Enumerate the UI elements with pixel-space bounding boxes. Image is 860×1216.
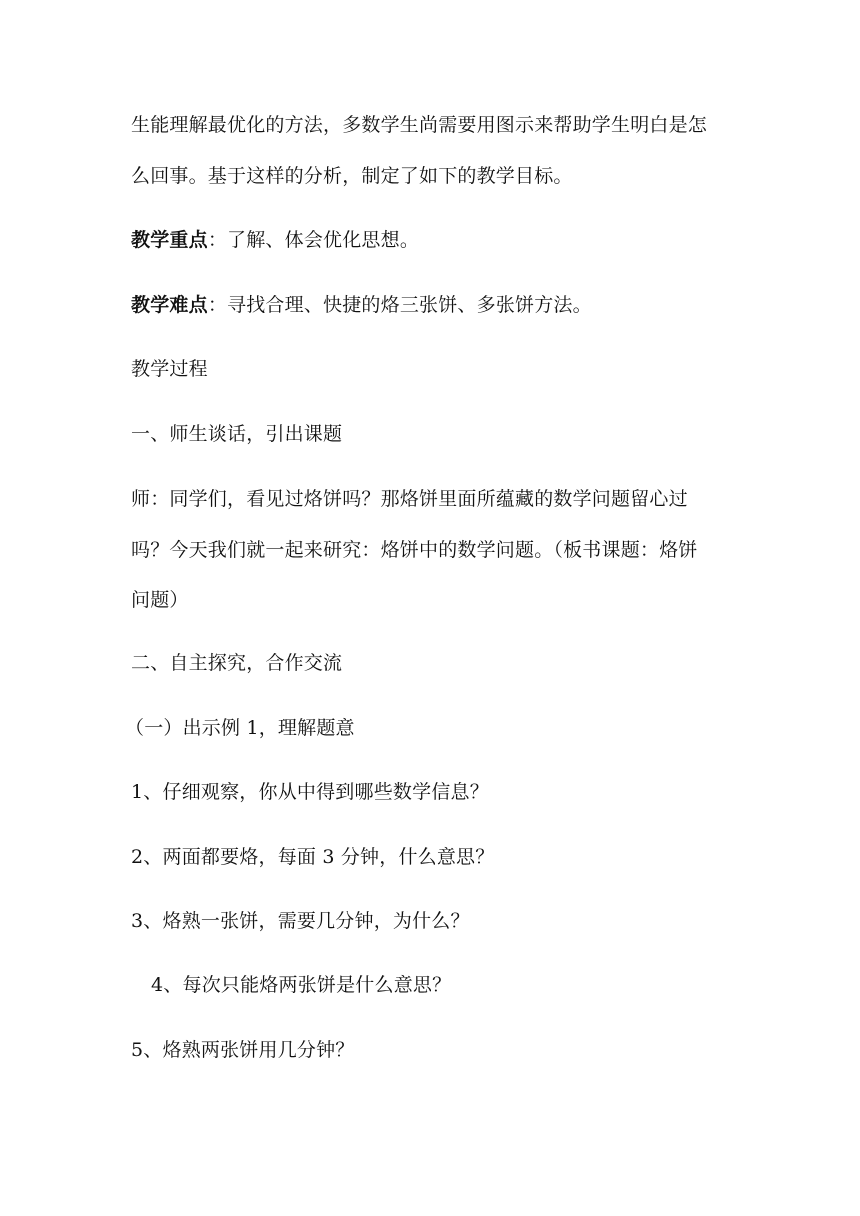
key-point-paragraph [131, 228, 419, 252]
intro-line-2: 么回事。基于这样的分析，制定了如下的教学目标。 [131, 165, 573, 187]
section-2-title: 二、自主探究，合作交流 [131, 652, 343, 674]
subsection-1-title: （一）出示例 1，理解题意 [125, 717, 355, 739]
difficulty-paragraph [131, 293, 592, 317]
question-1: 1、仔细观察，你从中得到哪些数学信息？ [131, 781, 489, 803]
intro-line-1: 生能理解最优化的方法，多数学生尚需要用图示来帮助学生明白是怎 [131, 114, 708, 136]
question-2: 2、两面都要烙，每面 3 分钟，什么意思？ [131, 846, 495, 868]
key-point-label: 教学重点 [131, 229, 208, 251]
process-title: 教学过程 [131, 358, 208, 380]
key-point-text: ：了解、体会优化思想。 [207, 229, 420, 251]
dialogue-line-3: 问题） [131, 589, 189, 611]
question-5: 5、烙熟两张饼用几分钟？ [131, 1039, 355, 1061]
difficulty-label: 教学难点 [131, 294, 208, 316]
section-1-title: 一、师生谈话，引出课题 [131, 423, 343, 445]
question-4: 4、每次只能烙两张饼是什么意思？ [151, 974, 452, 996]
question-3: 3、烙熟一张饼，需要几分钟，为什么？ [131, 910, 470, 932]
difficulty-text: ：寻找合理、快捷的烙三张饼、多张饼方法。 [207, 294, 592, 316]
dialogue-line-2: 吗？今天我们就一起来研究：烙饼中的数学问题。（板书课题：烙饼 [131, 539, 698, 561]
dialogue-line-1: 师：同学们，看见过烙饼吗？那烙饼里面所蕴藏的数学问题留心过 [131, 488, 688, 510]
